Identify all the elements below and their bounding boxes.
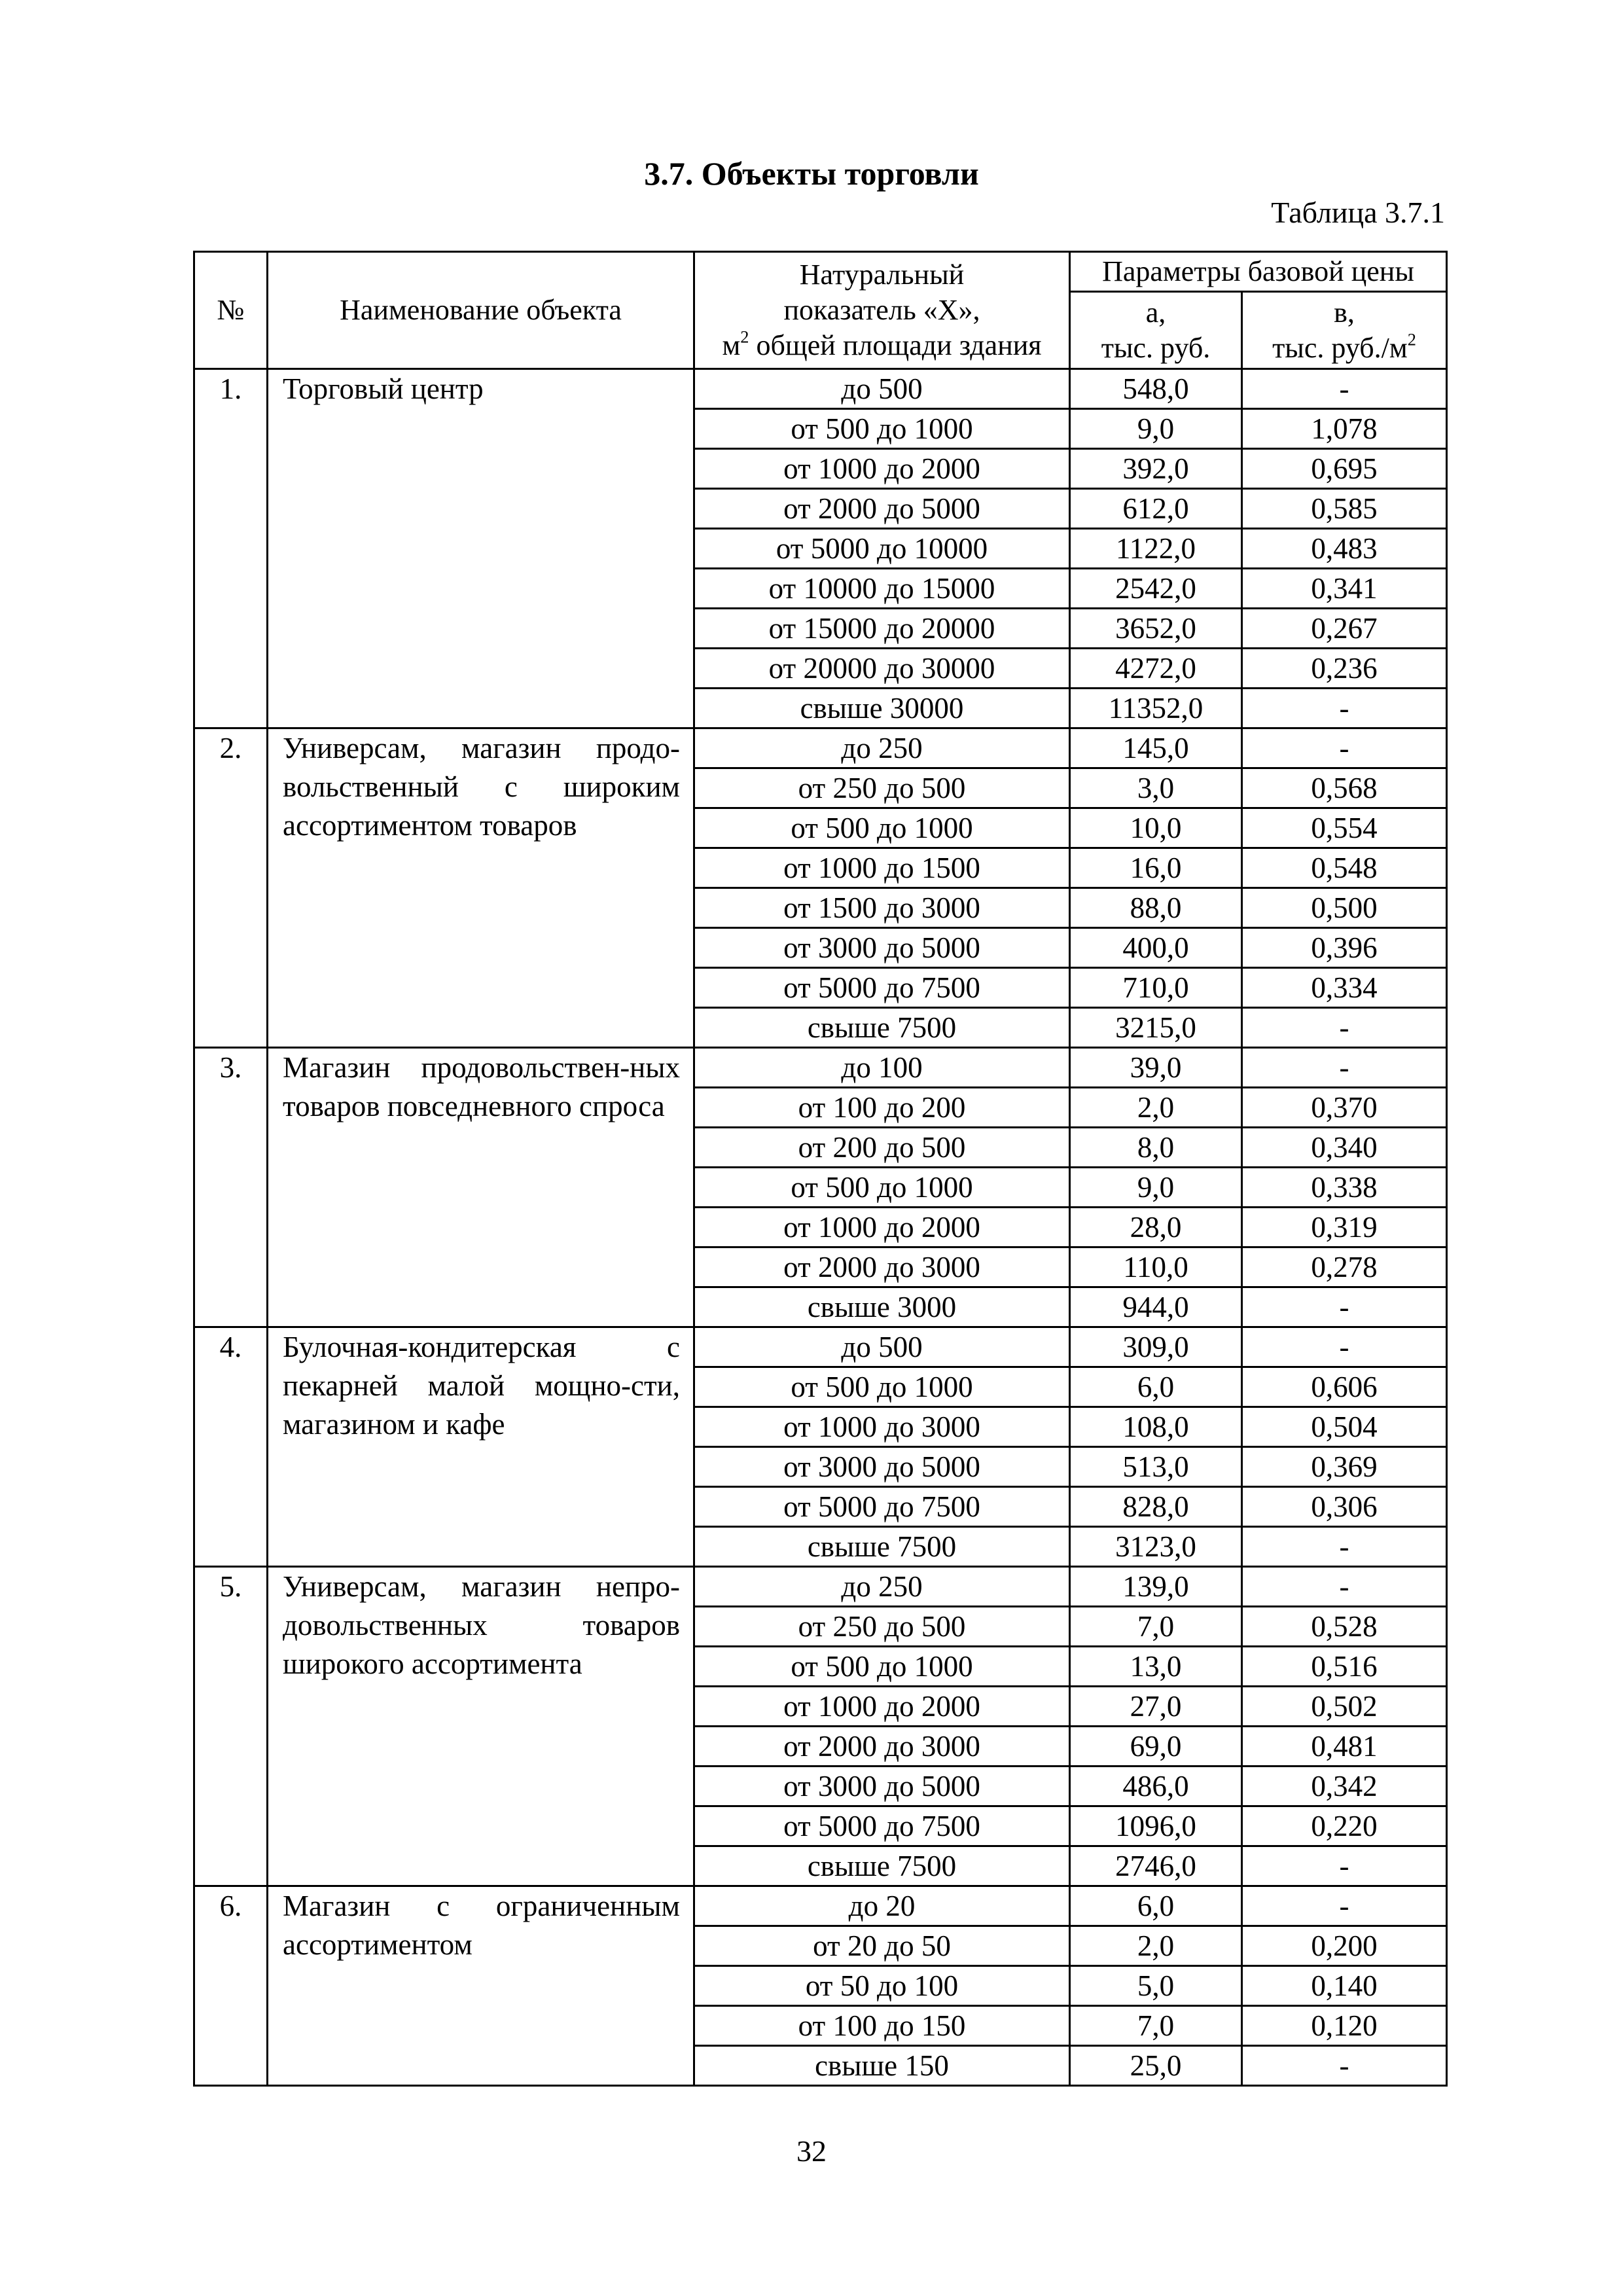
range-cell: от 5000 до 7500 bbox=[694, 968, 1070, 1008]
range-cell: свыше 3000 bbox=[694, 1287, 1070, 1327]
range-cell: от 200 до 500 bbox=[694, 1128, 1070, 1168]
range-cell: от 100 до 200 bbox=[694, 1088, 1070, 1128]
value-b-cell: 0,341 bbox=[1242, 569, 1447, 609]
range-cell: от 15000 до 20000 bbox=[694, 609, 1070, 649]
range-cell: от 5000 до 10000 bbox=[694, 529, 1070, 569]
price-table bbox=[193, 251, 1448, 2087]
value-b-cell: 0,554 bbox=[1242, 808, 1447, 848]
range-cell: от 1000 до 3000 bbox=[694, 1407, 1070, 1447]
range-cell: от 2000 до 3000 bbox=[694, 1247, 1070, 1287]
value-a-cell: 828,0 bbox=[1070, 1487, 1242, 1527]
value-b-cell: - bbox=[1242, 2046, 1447, 2086]
value-a-cell: 400,0 bbox=[1070, 928, 1242, 968]
header-b-sup: 2 bbox=[1407, 329, 1416, 350]
value-a-cell: 39,0 bbox=[1070, 1048, 1242, 1088]
value-a-cell: 25,0 bbox=[1070, 2046, 1242, 2086]
value-a-cell: 548,0 bbox=[1070, 369, 1242, 409]
value-a-cell: 9,0 bbox=[1070, 1168, 1242, 1208]
table-row bbox=[194, 1048, 1447, 1088]
header-indicator-line2: показатель «Х», bbox=[783, 294, 980, 326]
value-a-cell: 6,0 bbox=[1070, 1886, 1242, 1926]
table-row bbox=[194, 1567, 1447, 1607]
value-b-cell: - bbox=[1242, 369, 1447, 409]
range-cell: свыше 30000 bbox=[694, 689, 1070, 728]
range-cell: до 20 bbox=[694, 1886, 1070, 1926]
value-b-cell: 0,267 bbox=[1242, 609, 1447, 649]
row-number: 4. bbox=[194, 1327, 268, 1567]
value-b-cell: - bbox=[1242, 1287, 1447, 1327]
range-cell: от 500 до 1000 bbox=[694, 808, 1070, 848]
section-title: 3.7. Объекты торговли bbox=[644, 155, 979, 192]
value-b-cell: - bbox=[1242, 1048, 1447, 1088]
object-name: Булочная-кондитерская с пекарней малой мощно-сти, магазином и кафе bbox=[268, 1327, 694, 1567]
value-a-cell: 2542,0 bbox=[1070, 569, 1242, 609]
object-name: Универсам, магазин продо-вольственный с широким ассортиментом товаров bbox=[268, 728, 694, 1048]
range-cell: от 1500 до 3000 bbox=[694, 888, 1070, 928]
value-b-cell: 0,334 bbox=[1242, 968, 1447, 1008]
value-b-cell: 0,369 bbox=[1242, 1447, 1447, 1487]
value-b-cell: - bbox=[1242, 1886, 1447, 1926]
value-b-cell: - bbox=[1242, 689, 1447, 728]
range-cell: от 50 до 100 bbox=[694, 1966, 1070, 2006]
range-cell: от 1000 до 2000 bbox=[694, 1687, 1070, 1727]
range-cell: от 20 до 50 bbox=[694, 1926, 1070, 1966]
object-name: Магазин с ограниченным ассортиментом bbox=[268, 1886, 694, 2086]
value-b-cell: 0,236 bbox=[1242, 649, 1447, 689]
value-a-cell: 10,0 bbox=[1070, 808, 1242, 848]
range-cell: до 100 bbox=[694, 1048, 1070, 1088]
range-cell: от 5000 до 7500 bbox=[694, 1806, 1070, 1846]
range-cell: до 500 bbox=[694, 369, 1070, 409]
range-cell: от 500 до 1000 bbox=[694, 409, 1070, 449]
header-indicator-line1: Натуральный bbox=[799, 259, 965, 291]
object-name: Магазин продовольствен-ных товаров повседневного спроса bbox=[268, 1048, 694, 1327]
object-name: Универсам, магазин непро-довольственных товаров широкого ассортимента bbox=[268, 1567, 694, 1886]
value-b-cell: 0,396 bbox=[1242, 928, 1447, 968]
value-b-cell: 0,500 bbox=[1242, 888, 1447, 928]
value-b-cell: 0,483 bbox=[1242, 529, 1447, 569]
value-a-cell: 88,0 bbox=[1070, 888, 1242, 928]
value-a-cell: 3123,0 bbox=[1070, 1527, 1242, 1567]
value-a-cell: 392,0 bbox=[1070, 449, 1242, 489]
value-b-cell: 0,504 bbox=[1242, 1407, 1447, 1447]
range-cell: до 250 bbox=[694, 728, 1070, 768]
value-b-cell: 0,548 bbox=[1242, 848, 1447, 888]
value-a-cell: 11352,0 bbox=[1070, 689, 1242, 728]
table-row bbox=[194, 728, 1447, 768]
range-cell: от 5000 до 7500 bbox=[694, 1487, 1070, 1527]
value-a-cell: 944,0 bbox=[1070, 1287, 1242, 1327]
value-a-cell: 1122,0 bbox=[1070, 529, 1242, 569]
value-a-cell: 612,0 bbox=[1070, 489, 1242, 529]
header-indicator bbox=[694, 252, 1070, 369]
table-row bbox=[194, 1327, 1447, 1367]
value-a-cell: 3652,0 bbox=[1070, 609, 1242, 649]
table-body bbox=[194, 369, 1447, 2086]
header-indicator-sup: 2 bbox=[740, 327, 749, 347]
range-cell: свыше 150 bbox=[694, 2046, 1070, 2086]
value-b-cell: 0,342 bbox=[1242, 1767, 1447, 1806]
value-b-cell: 0,481 bbox=[1242, 1727, 1447, 1767]
value-a-cell: 486,0 bbox=[1070, 1767, 1242, 1806]
range-cell: свыше 7500 bbox=[694, 1008, 1070, 1048]
value-b-cell: 0,338 bbox=[1242, 1168, 1447, 1208]
value-a-cell: 1096,0 bbox=[1070, 1806, 1242, 1846]
value-a-cell: 69,0 bbox=[1070, 1727, 1242, 1767]
value-b-cell: - bbox=[1242, 1327, 1447, 1367]
row-number: 2. bbox=[194, 728, 268, 1048]
value-a-cell: 8,0 bbox=[1070, 1128, 1242, 1168]
range-cell: от 3000 до 5000 bbox=[694, 928, 1070, 968]
table-header bbox=[194, 252, 1447, 369]
range-cell: до 250 bbox=[694, 1567, 1070, 1607]
range-cell: от 250 до 500 bbox=[694, 768, 1070, 808]
value-a-cell: 513,0 bbox=[1070, 1447, 1242, 1487]
value-b-cell: - bbox=[1242, 1008, 1447, 1048]
header-name: Наименование объекта bbox=[268, 252, 694, 369]
value-a-cell: 2,0 bbox=[1070, 1926, 1242, 1966]
page-number: 32 bbox=[796, 2134, 827, 2168]
value-b-cell: 0,220 bbox=[1242, 1806, 1447, 1846]
table-row bbox=[194, 1886, 1447, 1926]
header-a-line1: а, bbox=[1145, 296, 1166, 329]
value-a-cell: 108,0 bbox=[1070, 1407, 1242, 1447]
value-a-cell: 7,0 bbox=[1070, 1607, 1242, 1647]
value-a-cell: 2,0 bbox=[1070, 1088, 1242, 1128]
row-number: 3. bbox=[194, 1048, 268, 1327]
value-a-cell: 5,0 bbox=[1070, 1966, 1242, 2006]
value-b-cell: 1,078 bbox=[1242, 409, 1447, 449]
range-cell: от 2000 до 3000 bbox=[694, 1727, 1070, 1767]
range-cell: до 500 bbox=[694, 1327, 1070, 1367]
range-cell: от 3000 до 5000 bbox=[694, 1447, 1070, 1487]
value-b-cell: - bbox=[1242, 1567, 1447, 1607]
range-cell: от 250 до 500 bbox=[694, 1607, 1070, 1647]
header-num: № bbox=[194, 252, 268, 369]
header-a-line2: тыс. руб. bbox=[1101, 331, 1211, 364]
value-a-cell: 16,0 bbox=[1070, 848, 1242, 888]
range-cell: от 500 до 1000 bbox=[694, 1647, 1070, 1687]
range-cell: от 3000 до 5000 bbox=[694, 1767, 1070, 1806]
value-a-cell: 6,0 bbox=[1070, 1367, 1242, 1407]
range-cell: от 500 до 1000 bbox=[694, 1168, 1070, 1208]
value-b-cell: 0,120 bbox=[1242, 2006, 1447, 2046]
header-b-line2: тыс. руб./м bbox=[1272, 331, 1408, 364]
value-b-cell: 0,370 bbox=[1242, 1088, 1447, 1128]
row-number: 1. bbox=[194, 369, 268, 728]
range-cell: от 2000 до 5000 bbox=[694, 489, 1070, 529]
table-label: Таблица 3.7.1 bbox=[1271, 196, 1445, 229]
value-b-cell: 0,278 bbox=[1242, 1247, 1447, 1287]
value-a-cell: 3215,0 bbox=[1070, 1008, 1242, 1048]
value-a-cell: 27,0 bbox=[1070, 1687, 1242, 1727]
value-a-cell: 145,0 bbox=[1070, 728, 1242, 768]
object-name: Торговый центр bbox=[268, 369, 694, 728]
value-b-cell: - bbox=[1242, 1846, 1447, 1886]
value-a-cell: 710,0 bbox=[1070, 968, 1242, 1008]
row-number: 6. bbox=[194, 1886, 268, 2086]
value-a-cell: 28,0 bbox=[1070, 1208, 1242, 1247]
value-b-cell: 0,516 bbox=[1242, 1647, 1447, 1687]
value-b-cell: 0,306 bbox=[1242, 1487, 1447, 1527]
header-params: Параметры базовой цены bbox=[1070, 252, 1447, 292]
value-b-cell: 0,585 bbox=[1242, 489, 1447, 529]
value-b-cell: - bbox=[1242, 1527, 1447, 1567]
value-a-cell: 4272,0 bbox=[1070, 649, 1242, 689]
value-b-cell: 0,340 bbox=[1242, 1128, 1447, 1168]
value-b-cell: 0,319 bbox=[1242, 1208, 1447, 1247]
header-indicator-unit: м bbox=[722, 329, 741, 361]
range-cell: от 10000 до 15000 bbox=[694, 569, 1070, 609]
table-row bbox=[194, 369, 1447, 409]
value-a-cell: 110,0 bbox=[1070, 1247, 1242, 1287]
value-a-cell: 2746,0 bbox=[1070, 1846, 1242, 1886]
range-cell: от 1000 до 2000 bbox=[694, 449, 1070, 489]
range-cell: от 1000 до 1500 bbox=[694, 848, 1070, 888]
row-number: 5. bbox=[194, 1567, 268, 1886]
value-a-cell: 3,0 bbox=[1070, 768, 1242, 808]
range-cell: от 20000 до 30000 bbox=[694, 649, 1070, 689]
value-b-cell: 0,568 bbox=[1242, 768, 1447, 808]
header-b bbox=[1242, 292, 1447, 369]
header-a bbox=[1070, 292, 1242, 369]
value-b-cell: 0,528 bbox=[1242, 1607, 1447, 1647]
value-a-cell: 7,0 bbox=[1070, 2006, 1242, 2046]
header-b-line1: в, bbox=[1334, 296, 1355, 329]
value-a-cell: 139,0 bbox=[1070, 1567, 1242, 1607]
value-b-cell: - bbox=[1242, 728, 1447, 768]
range-cell: от 1000 до 2000 bbox=[694, 1208, 1070, 1247]
value-b-cell: 0,695 bbox=[1242, 449, 1447, 489]
value-b-cell: 0,606 bbox=[1242, 1367, 1447, 1407]
range-cell: от 100 до 150 bbox=[694, 2006, 1070, 2046]
value-b-cell: 0,200 bbox=[1242, 1926, 1447, 1966]
value-a-cell: 309,0 bbox=[1070, 1327, 1242, 1367]
range-cell: от 500 до 1000 bbox=[694, 1367, 1070, 1407]
range-cell: свыше 7500 bbox=[694, 1846, 1070, 1886]
value-a-cell: 13,0 bbox=[1070, 1647, 1242, 1687]
value-a-cell: 9,0 bbox=[1070, 409, 1242, 449]
value-b-cell: 0,502 bbox=[1242, 1687, 1447, 1727]
value-b-cell: 0,140 bbox=[1242, 1966, 1447, 2006]
range-cell: свыше 7500 bbox=[694, 1527, 1070, 1567]
header-indicator-line3: общей площади здания bbox=[749, 329, 1042, 361]
